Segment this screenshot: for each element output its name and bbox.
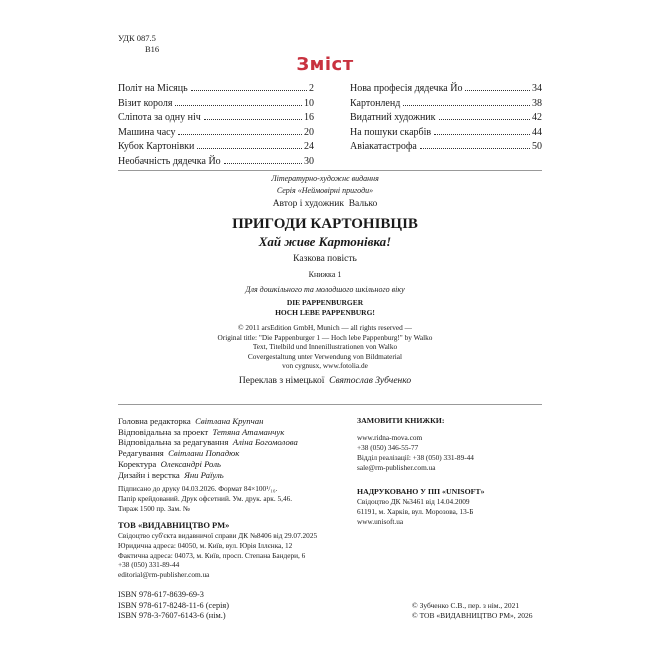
publisher-line: Свідоцтво суб'єкта видавничої справи ДК №8406 від 29.07.2025: [118, 531, 318, 540]
publisher-line: Юридична адреса: 04050, м. Київ, вул. Юрія Іллєнка, 12: [118, 540, 293, 550]
staff-name: Світлана Крупчан: [195, 416, 264, 426]
toc-leader: [204, 119, 302, 120]
staff-role: Редагування: [118, 448, 164, 459]
toc-leader: [191, 90, 307, 91]
isbn-line: ISBN 978-617-8248-11-6 (серія): [118, 600, 229, 610]
series-name: Серія «Неймовірні пригоди»: [276, 186, 374, 195]
book-number: Книжка 1: [308, 270, 342, 279]
toc-entry-page: 34: [532, 83, 542, 94]
publisher-line: Фактична адреса: 04073, м. Київ, просп. Степана Бандери, 6: [118, 550, 306, 560]
staff-row: [118, 470, 298, 481]
udk-code: УДК 087.5: [118, 33, 156, 43]
toc-entry-title: Картонленд: [350, 97, 401, 109]
toc-entry[interactable]: [350, 126, 542, 141]
isbn-line: ISBN 978-3-7607-6143-6 (нім.): [118, 611, 226, 620]
staff-list: [118, 416, 298, 480]
copyright-line: Covergestaltung unter Verwendung von Bildmaterial: [247, 351, 403, 361]
staff-name: Тетяна Атаманчук: [212, 426, 285, 437]
order-sales-phone: Відділ реалізації: +38 (050) 331-89-44: [357, 453, 474, 462]
printer-block: [357, 487, 485, 527]
book-title: ПРИГОДИ КАРТОНІВЦІВ: [232, 216, 418, 232]
toc-entry-title: Сліпота за одну ніч: [118, 112, 201, 124]
toc-entry-title: Кубок Картонівки: [118, 141, 195, 153]
staff-role: Коректура: [118, 458, 157, 469]
order-heading: ЗАМОВИТИ КНИЖКИ:: [357, 416, 445, 425]
original-title-1: DIE PAPPENBURGER: [286, 298, 364, 307]
staff-role: Головна редакторка: [118, 416, 191, 426]
author-line: [0, 199, 650, 209]
toc-entry-page: 50: [532, 141, 542, 153]
order-website[interactable]: www.ridna-mova.com: [357, 433, 423, 442]
toc-entry-title: На пошуки скарбів: [350, 126, 432, 138]
toc-left-column: [118, 82, 314, 170]
staff-name: Аліна Богомолова: [232, 437, 298, 448]
translator-name: Святослав Зубченко: [329, 376, 412, 386]
printer-heading: НАДРУКОВАНО У ПП «UNISOFT»: [357, 487, 485, 496]
order-email[interactable]: sale@rm-publisher.com.ua: [357, 463, 436, 472]
toc-leader: [178, 134, 302, 135]
toc-entry[interactable]: [350, 82, 542, 97]
toc-right-column: [350, 82, 542, 155]
toc-title: Зміст: [296, 54, 354, 75]
toc-leader: [224, 163, 302, 164]
toc-entry-page: 44: [532, 126, 542, 138]
copyright-line: Original title: "Die Pappenburger 1 — Hoch lebe Pappenburg!" by Walko: [217, 332, 433, 342]
publisher-block: [118, 520, 317, 580]
toc-entry[interactable]: [118, 82, 314, 97]
copyright-line: © ТОВ «ВИДАВНИЦТВО РМ», 2026: [412, 611, 533, 620]
udk-author-mark: В16: [145, 44, 160, 54]
toc-leader: [175, 105, 302, 106]
toc-entry-page: 16: [304, 112, 314, 124]
copyright-original: [0, 323, 650, 371]
toc-entry-page: 42: [532, 112, 542, 124]
publisher-email[interactable]: editorial@rm-publisher.com.ua: [118, 570, 210, 580]
divider-top: [118, 170, 542, 171]
copyright-line: Text, Titelbild und Innenillustrationen von Walko: [252, 342, 398, 352]
toc-entry[interactable]: [350, 111, 542, 126]
toc-leader: [197, 148, 302, 149]
staff-row: [118, 437, 298, 448]
order-phone: +38 (050) 346-55-77: [357, 443, 419, 452]
toc-leader: [420, 148, 530, 149]
toc-entry-title: Візит короля: [118, 97, 173, 109]
staff-name: Яни Раїуль: [184, 469, 224, 480]
staff-row: [118, 448, 298, 459]
print-info: [118, 484, 292, 514]
copyright-block: [412, 601, 542, 621]
toc-entry-title: Машина часу: [118, 126, 176, 138]
copyright-line: © Зубченко С.В., пер. з нім., 2021: [412, 601, 520, 610]
isbn-line: ISBN 978-617-8639-69-3: [118, 590, 204, 599]
toc-entry-title: Нова професія дядечка Йо: [350, 83, 463, 94]
udk-block: [118, 33, 159, 55]
toc-leader: [434, 134, 530, 135]
original-title-2: HOCH LEBE PAPPENBURG!: [275, 308, 375, 317]
toc-entry-page: 2: [309, 83, 314, 94]
toc-entry[interactable]: [350, 140, 542, 155]
toc-entry[interactable]: [118, 126, 314, 141]
toc-leader: [439, 119, 530, 120]
printer-website[interactable]: www.unisoft.ua: [357, 517, 404, 526]
toc-entry[interactable]: [118, 140, 314, 155]
toc-entry-title: Авіакатастрофа: [350, 141, 417, 153]
author-label: Автор і художник: [272, 199, 344, 209]
print-info-line: Папір крейдований. Друк офсетний. Ум. друк. арк. 5,46.: [118, 494, 293, 503]
printer-line: Свідоцтво ДК №3461 від 14.04.2009: [357, 497, 470, 506]
staff-row: [118, 427, 298, 438]
staff-role: Відповідальна за редагування: [118, 437, 229, 448]
toc-entry-page: 24: [304, 141, 314, 153]
book-subtitle: Хай живе Картонівка!: [258, 234, 392, 249]
toc-entry[interactable]: [118, 155, 314, 170]
author-name: Валько: [348, 199, 378, 209]
toc-entry-page: 30: [304, 155, 314, 167]
staff-row: [118, 416, 298, 427]
genre: Казкова повість: [293, 254, 357, 264]
toc-entry[interactable]: [118, 97, 314, 112]
staff-row: [118, 459, 298, 470]
printer-line: 61191, м. Харків, вул. Морозова, 13-Б: [357, 507, 474, 516]
toc-entry-page: 20: [304, 126, 314, 138]
audience: Для дошкільного та молодшого шкільного віку: [245, 285, 405, 294]
staff-role: Дизайн і верстка: [118, 469, 180, 480]
order-block: [357, 416, 474, 473]
publisher-line: +38 (050) 331-89-44: [118, 560, 180, 570]
toc-entry-title: Видатний художник: [350, 112, 436, 124]
toc-leader: [465, 90, 530, 91]
toc-entry-title: Політ на Місяць: [118, 83, 188, 94]
translation-line: [0, 376, 650, 386]
isbn-block: [118, 590, 229, 622]
toc-entry-page: 38: [532, 97, 542, 109]
copyright-line: von cygnusx, www.fotolia.de: [282, 361, 368, 371]
staff-role: Відповідальна за проект: [118, 426, 209, 437]
toc-entry[interactable]: [118, 111, 314, 126]
print-info-line: Підписано до друку 04.03.2026. Формат 84×100¹/₁₆.: [118, 484, 278, 493]
publisher-name: ТОВ «ВИДАВНИЦТВО РМ»: [118, 520, 230, 530]
toc-leader: [403, 105, 530, 106]
toc-entry[interactable]: [350, 97, 542, 112]
staff-name: Світлани Попадюк: [168, 448, 240, 459]
toc-entry-title: Необачність дядечка Йо: [118, 155, 221, 167]
copyright-line: © 2011 arsEdition GmbH, Munich — all rights reserved —: [238, 323, 412, 332]
toc-entry-page: 10: [304, 97, 314, 109]
edition-type: Літературно-художнє видання: [271, 174, 379, 183]
divider-middle: [118, 404, 542, 405]
print-info-line: Тираж 1500 пр. Зам. №: [118, 504, 190, 513]
translation-label: Переклав з німецької: [238, 376, 325, 386]
staff-name: Олександрі Роль: [160, 458, 221, 469]
